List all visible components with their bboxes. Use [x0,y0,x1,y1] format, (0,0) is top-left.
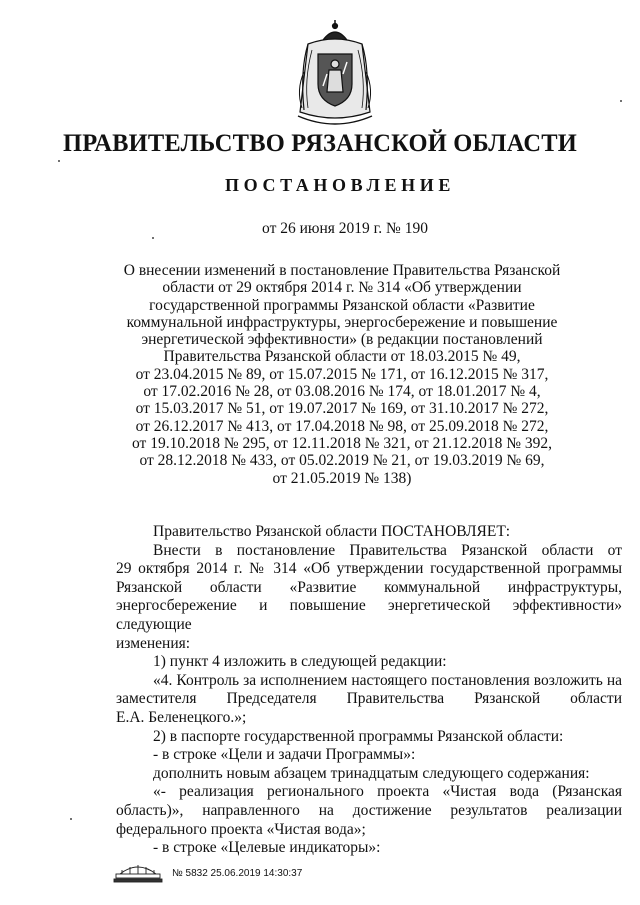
subject-line: Правительства Рязанской области от 18.03.2015 № 49, [163,348,521,366]
body-line: «- реализация регионального проекта «Чистая вода (Рязанская [153,783,622,801]
body-line: Е.А. Беленецкого.»; [116,708,247,726]
subject-line: коммунальной инфраструктуры, энергосбережение и повышение [126,313,558,331]
body-line: Рязанской области «Развитие коммунальной инфраструктуры, [116,578,622,596]
body-paragraph: Правительство Рязанской области ПОСТАНОВЛЯЕТ: [153,523,511,540]
subject-line: государственной программы Рязанской области «Развитие [149,296,535,314]
body-line: область)», направленного на достижение результатов реализации [116,801,622,819]
subject-line: от 17.02.2016 № 28, от 03.08.2016 № 174, от 18.01.2017 № 4, [143,383,541,401]
body-line: энергосбережение и повышение энергетической эффективности» следующие [116,597,622,633]
coat-of-arms-emblem [290,20,380,130]
registry-stamp-icon [112,862,164,884]
body-paragraph: - в строке «Целевые индикаторы»: [153,839,381,857]
scan-speck [58,160,60,162]
subject-line: энергетической эффективности» (в редакции постановлений [141,331,543,349]
scan-speck [620,100,622,102]
subject-line: области от 29 октября 2014 г. № 314 «Об утверждении [162,279,522,297]
document-footer [112,862,372,884]
subject-line: от 23.04.2015 № 89, от 15.07.2015 № 171, от 16.12.2015 № 317, [135,365,549,383]
document-body [116,523,622,858]
subject-line: О внесении изменений в постановление Правительства Рязанской [123,262,561,279]
organization-title: ПРАВИТЕЛЬСТВО РЯЗАНСКОЙ ОБЛАСТИ [63,128,577,157]
body-line: заместителя Председателя Правительства Рязанской области [116,690,622,708]
document-subject [100,262,584,487]
body-line: Внести в постановление Правительства Рязанской области от [153,541,622,559]
body-paragraph: 2) в паспорте государственной программы Рязанской области: [153,727,564,745]
body-paragraph: дополнить новым абзацем тринадцатым следующего содержания: [153,764,590,782]
subject-line: от 15.03.2017 № 51, от 19.07.2017 № 169, от 31.10.2017 № 272, [135,400,549,418]
body-paragraph: - в строке «Цели и задачи Программы»: [153,746,416,764]
scan-speck [70,818,72,820]
body-line: изменения: [116,634,191,652]
registration-code: № 5832 25.06.2019 14:30:37 [172,868,303,879]
subject-line: от 19.10.2018 № 295, от 12.11.2018 № 321, от 21.12.2018 № 392, [132,434,552,452]
body-line: федерального проекта «Чистая вода»; [116,820,366,838]
body-paragraph: 1) пункт 4 изложить в следующей редакции: [153,653,447,671]
document-date-number: от 26 июня 2019 г. № 190 [262,220,428,237]
subject-line: от 21.05.2019 № 138) [272,469,412,487]
document-type: ПОСТАНОВЛЕНИЕ [225,175,455,195]
subject-line: от 28.12.2018 № 433, от 05.02.2019 № 21, от 19.03.2019 № 69, [139,452,545,470]
body-line: «4. Контроль за исполнением настоящего постановления возложить на [153,671,622,689]
subject-line: от 26.12.2017 № 413, от 17.04.2018 № 98, от 25.09.2018 № 272, [135,417,549,435]
body-line: 29 октября 2014 г. № 314 «Об утверждении государственной программы [116,560,622,578]
scan-speck [152,237,154,239]
